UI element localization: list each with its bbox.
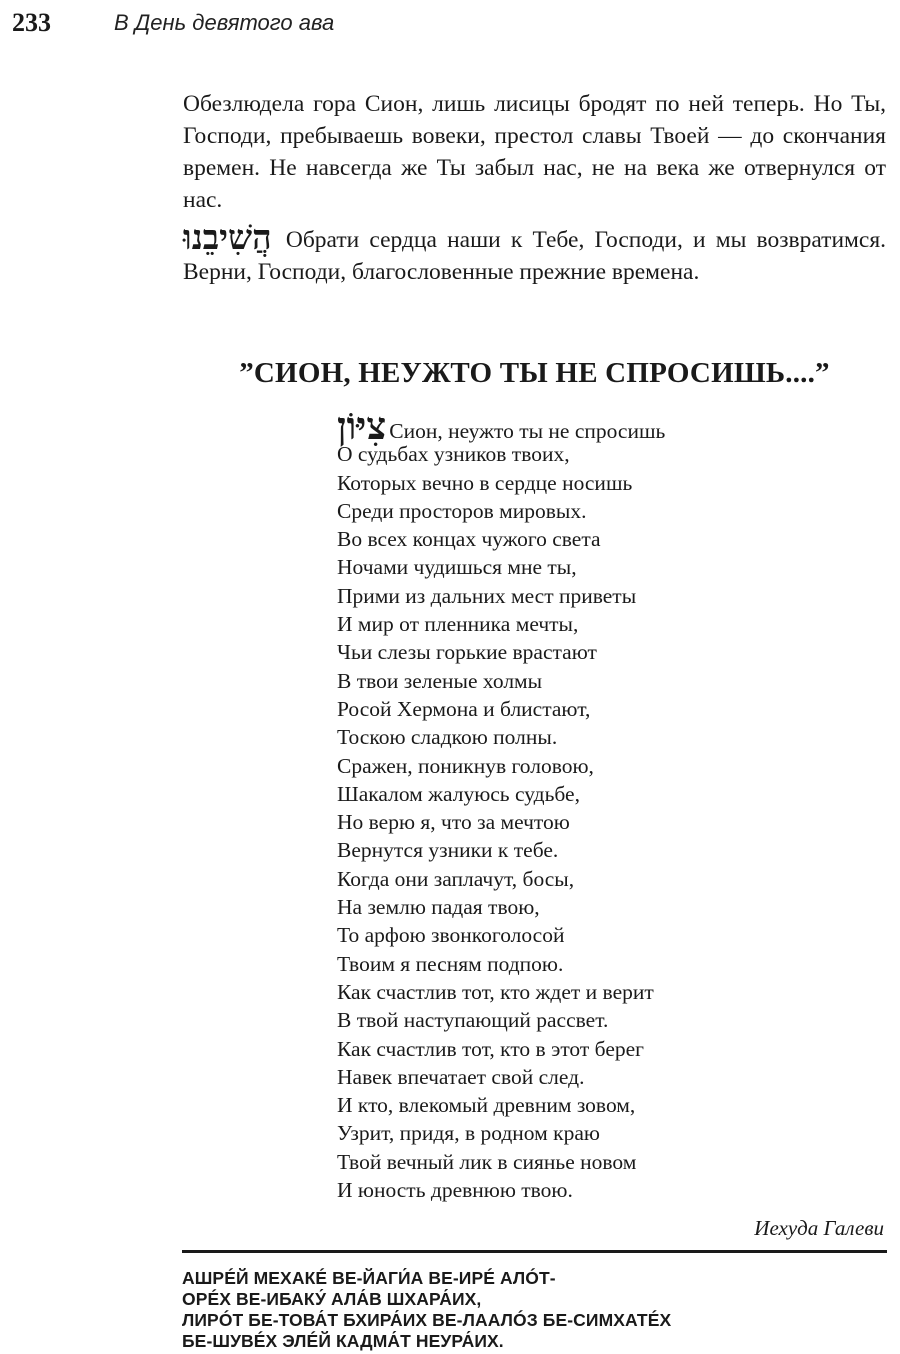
page-number: 233 (12, 8, 51, 37)
poem-line (337, 1063, 817, 1091)
poem-line (337, 695, 817, 723)
poem-line (337, 403, 817, 448)
poem-line (337, 610, 817, 638)
poem-line-text: Навек впечатает свой след. (337, 1064, 585, 1089)
poem-line-text: Прими из дальних мест приветы (337, 583, 637, 608)
poem-line (337, 440, 817, 468)
poem-line (337, 497, 817, 525)
poem-line-text: Твоим я песням подпою. (337, 951, 564, 976)
poem-line-text: В твой наступающий рассвет. (337, 1008, 609, 1033)
poem-line-text: Росой Хермона и блистают, (337, 696, 591, 721)
poem-line (337, 808, 817, 836)
poem-line (337, 667, 817, 695)
poem-line (337, 1091, 817, 1119)
poem-line-text: Но верю я, что за мечтою (337, 810, 570, 835)
poem-line (337, 525, 817, 553)
transliteration-line: АШРÉЙ МЕХАКÉ ВЕ-ЙАГИ́А ВЕ-ИРÉ АЛÓТ- (182, 1268, 556, 1288)
poem-line-text: Среди просторов мировых. (337, 498, 587, 523)
poem-line (337, 723, 817, 751)
poem-line (337, 865, 817, 893)
poem-line (337, 950, 817, 978)
transliteration-line: ОРÉХ ВЕ-ИБАКУ́ АЛА́В ШХАРА́ИХ, (182, 1289, 482, 1309)
poem-line-text: Шакалом жалуюсь судьбе, (337, 781, 580, 806)
poem-line-text: Твой вечный лик в сиянье новом (337, 1149, 637, 1174)
poem-line-text: Сион, неужто ты не спросишь (389, 419, 666, 443)
poem-line (337, 1119, 817, 1147)
poem-line (337, 1148, 817, 1176)
poem-line (337, 553, 817, 581)
poem-line (337, 978, 817, 1006)
running-title: В День девятого ава (114, 10, 335, 35)
poem-line (337, 638, 817, 666)
poem-line-text: Вернутся узники к тебе. (337, 838, 559, 863)
poem-line-text: В твои зеленые холмы (337, 668, 543, 693)
paragraph-hashivenu (183, 218, 887, 288)
poem-line-text: Тоскою сладкою полны. (337, 725, 558, 750)
poem-line-text: Узрит, придя, в родном краю (337, 1121, 600, 1146)
poem-line-text: Как счастлив тот, кто ждет и верит (337, 979, 654, 1004)
poem-line-text: Сражен, поникнув головою, (337, 753, 594, 778)
poem-line (337, 836, 817, 864)
transliteration-block (182, 1268, 887, 1352)
poem-line-text: Когда они заплачут, босы, (337, 866, 575, 891)
poem-line-text: Которых вечно в сердце носишь (337, 470, 633, 495)
poem-line-text: О судьбах узников твоих, (337, 442, 570, 467)
paragraph-text: Обрати сердца наши к Тебе, Господи, и мы возвратимся. Верни, Господи, благословенные прежние времена. (183, 227, 887, 285)
poem-line (337, 582, 817, 610)
poem-line (337, 1035, 817, 1063)
poem-line-text: Как счастлив тот, кто в этот берег (337, 1036, 644, 1061)
divider-rule (182, 1250, 887, 1253)
poem-author: Иехуда Галеви (754, 1216, 884, 1240)
poem-line-text: И кто, влекомый древним зовом, (337, 1093, 636, 1118)
poem-line (337, 893, 817, 921)
transliteration-line: БЕ-ШУВÉХ ЭЛÉЙ КАДМА́Т НЕУРА́ИХ. (182, 1331, 504, 1351)
poem-line-text: То арфою звонкоголосой (337, 923, 565, 948)
poem (337, 403, 817, 1204)
poem-line-text: И юность древнюю твою. (337, 1178, 573, 1203)
poem-line (337, 1176, 817, 1204)
poem-line (337, 752, 817, 780)
section-title: ”СИОН, НЕУЖТО ТЫ НЕ СПРОСИШЬ....” (239, 357, 830, 389)
paragraph-text: Обезлюдела гора Сион, лишь лисицы бродят по ней теперь. Но Ты, Господи, пребываешь вовеки, престол славы Твоей — до скончания времен. Не навсегда же Ты забыл нас, не на века же отвернулся от нас. (183, 91, 886, 213)
poem-line (337, 469, 817, 497)
poem-line-text: Чьи слезы горькие врастают (337, 640, 597, 665)
poem-line (337, 1006, 817, 1034)
poem-line-text: Во всех концах чужого света (337, 527, 601, 552)
hebrew-initial-word: צִיּוֹן (337, 403, 387, 448)
poem-line (337, 780, 817, 808)
poem-line (337, 921, 817, 949)
poem-line-text: Ночами чудишься мне ты, (337, 555, 577, 580)
transliteration-line: ЛИРÓТ БЕ-ТОВА́Т БХИРА́ИХ ВЕ-ЛААЛÓЗ БЕ-СИМХАТÉХ (182, 1310, 672, 1330)
poem-line-text: На землю падая твою, (337, 895, 540, 920)
poem-line-text: И мир от пленника мечты, (337, 612, 579, 637)
hebrew-initial-word: הֲשִׁיבֵנוּ (183, 218, 272, 258)
paragraph-zion-desolate (183, 88, 886, 216)
